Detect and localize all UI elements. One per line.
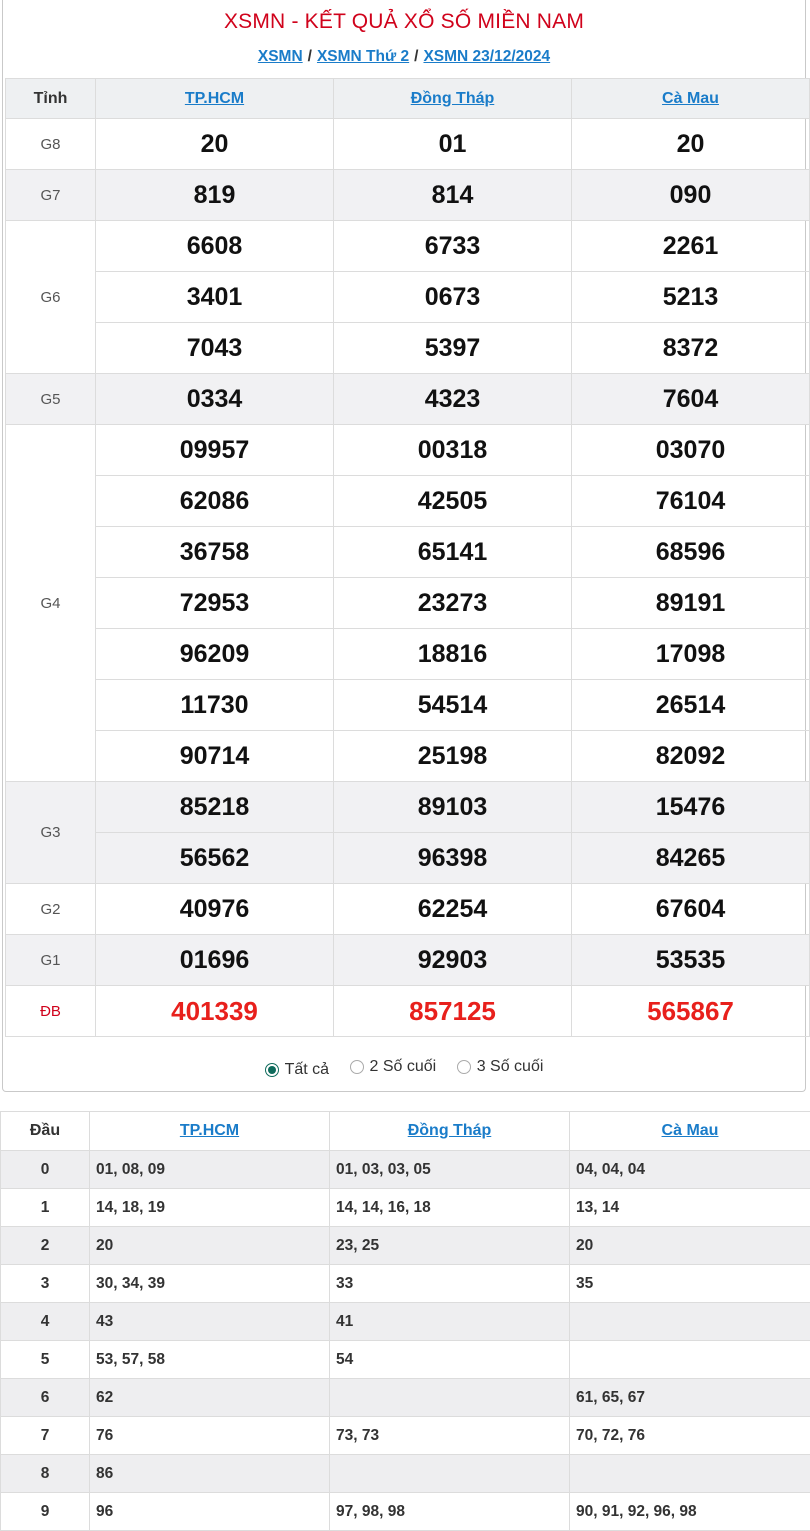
breadcrumb-xsmn-link[interactable]: XSMN	[258, 48, 303, 65]
loto-values: 20	[570, 1227, 810, 1265]
prize-number: 76104	[572, 476, 810, 527]
column-header-province	[334, 79, 572, 119]
loto-row	[1, 1455, 810, 1493]
prize-number: 62086	[96, 476, 334, 527]
prize-number: 20	[96, 119, 334, 170]
loto-values: 20	[90, 1227, 330, 1265]
filter-option-last-2[interactable]	[350, 1058, 437, 1076]
loto-head-digit: 4	[1, 1303, 90, 1341]
loto-values: 33	[330, 1265, 570, 1303]
column-header-province	[570, 1112, 810, 1151]
prize-number: 6733	[334, 221, 572, 272]
loto-head-digit: 5	[1, 1341, 90, 1379]
breadcrumb-separator: /	[414, 48, 418, 65]
prize-row-g4	[6, 578, 810, 629]
prize-number: 814	[334, 170, 572, 221]
prize-number: 819	[96, 170, 334, 221]
prize-label-g2: G2	[6, 884, 96, 935]
loto-values: 01, 08, 09	[90, 1151, 330, 1189]
results-panel	[2, 0, 806, 1092]
province-link-ca-mau[interactable]: Cà Mau	[662, 90, 719, 107]
prize-label-g4: G4	[6, 425, 96, 782]
loto-values: 76	[90, 1417, 330, 1455]
prize-number: 11730	[96, 680, 334, 731]
prize-row-g6	[6, 221, 810, 272]
loto-province-link-ca-mau[interactable]: Cà Mau	[662, 1122, 719, 1139]
prize-row-g3	[6, 782, 810, 833]
loto-row	[1, 1341, 810, 1379]
loto-head-digit: 6	[1, 1379, 90, 1417]
loto-head-digit: 3	[1, 1265, 90, 1303]
loto-head-digit: 1	[1, 1189, 90, 1227]
loto-values: 01, 03, 03, 05	[330, 1151, 570, 1189]
filter-label: 2 Số cuối	[370, 1058, 437, 1076]
breadcrumb-separator: /	[308, 48, 312, 65]
prize-label-db: ĐB	[6, 986, 96, 1037]
prize-row-g4	[6, 629, 810, 680]
loto-row	[1, 1189, 810, 1227]
breadcrumb-xsmn-thu2-link[interactable]: XSMN Thứ 2	[317, 48, 409, 65]
prize-number: 96398	[334, 833, 572, 884]
province-link-tphcm[interactable]: TP.HCM	[185, 90, 244, 107]
breadcrumb-date-link[interactable]: XSMN 23/12/2024	[423, 48, 550, 65]
prize-number: 18816	[334, 629, 572, 680]
prize-number: 5213	[572, 272, 810, 323]
loto-values: 90, 91, 92, 96, 98	[570, 1493, 810, 1531]
column-header-tinh: Tỉnh	[6, 79, 96, 119]
results-body	[6, 119, 810, 1037]
page-title: XSMN - KẾT QUẢ XỔ SỐ MIỀN NAM	[3, 10, 805, 34]
prize-number: 85218	[96, 782, 334, 833]
prize-number: 03070	[572, 425, 810, 476]
prize-row-g6	[6, 323, 810, 374]
prize-number: 53535	[572, 935, 810, 986]
loto-values	[330, 1379, 570, 1417]
loto-province-link-tphcm[interactable]: TP.HCM	[180, 1122, 239, 1139]
filter-option-last-3[interactable]	[457, 1058, 544, 1076]
loto-province-link-dong-thap[interactable]: Đồng Tháp	[408, 1122, 492, 1139]
loto-values: 23, 25	[330, 1227, 570, 1265]
prize-number: 72953	[96, 578, 334, 629]
prize-number: 01696	[96, 935, 334, 986]
prize-number: 26514	[572, 680, 810, 731]
loto-values: 86	[90, 1455, 330, 1493]
prize-number: 89191	[572, 578, 810, 629]
prize-row-g8	[6, 119, 810, 170]
column-header-province	[330, 1112, 570, 1151]
column-header-dau: Đầu	[1, 1112, 90, 1151]
loto-values: 53, 57, 58	[90, 1341, 330, 1379]
prize-number: 0673	[334, 272, 572, 323]
prize-row-db	[6, 986, 810, 1037]
prize-number: 7043	[96, 323, 334, 374]
prize-number: 92903	[334, 935, 572, 986]
loto-row	[1, 1493, 810, 1531]
results-header-row	[6, 79, 810, 119]
prize-number: 82092	[572, 731, 810, 782]
prize-number: 15476	[572, 782, 810, 833]
loto-values: 97, 98, 98	[330, 1493, 570, 1531]
column-header-province	[96, 79, 334, 119]
prize-row-g4	[6, 731, 810, 782]
prize-row-g7	[6, 170, 810, 221]
prize-number: 5397	[334, 323, 572, 374]
prize-number: 96209	[96, 629, 334, 680]
prize-number: 54514	[334, 680, 572, 731]
loto-head-digit: 0	[1, 1151, 90, 1189]
prize-number: 20	[572, 119, 810, 170]
loto-header-row	[1, 1112, 810, 1151]
filter-label: 3 Số cuối	[477, 1058, 544, 1076]
loto-values: 14, 18, 19	[90, 1189, 330, 1227]
loto-values: 41	[330, 1303, 570, 1341]
prize-number: 3401	[96, 272, 334, 323]
prize-number: 67604	[572, 884, 810, 935]
filter-label: Tất cả	[285, 1061, 329, 1079]
loto-values	[330, 1455, 570, 1493]
loto-row	[1, 1303, 810, 1341]
loto-values: 35	[570, 1265, 810, 1303]
prize-number: 42505	[334, 476, 572, 527]
loto-body	[1, 1151, 810, 1531]
prize-number: 25198	[334, 731, 572, 782]
province-link-dong-thap[interactable]: Đồng Tháp	[411, 90, 495, 107]
loto-values: 73, 73	[330, 1417, 570, 1455]
breadcrumb	[3, 48, 805, 66]
prize-number: 00318	[334, 425, 572, 476]
prize-row-g2	[6, 884, 810, 935]
prize-number: 56562	[96, 833, 334, 884]
prize-row-g4	[6, 425, 810, 476]
prize-number: 84265	[572, 833, 810, 884]
radio-unselected-icon	[350, 1060, 364, 1074]
prize-row-g1	[6, 935, 810, 986]
prize-number: 17098	[572, 629, 810, 680]
prize-row-g4	[6, 680, 810, 731]
prize-number: 40976	[96, 884, 334, 935]
prize-number: 857125	[334, 986, 572, 1037]
digit-filter	[3, 1058, 805, 1079]
loto-table	[0, 1111, 810, 1531]
prize-row-g6	[6, 272, 810, 323]
loto-row	[1, 1227, 810, 1265]
loto-values: 62	[90, 1379, 330, 1417]
loto-values: 96	[90, 1493, 330, 1531]
loto-values: 30, 34, 39	[90, 1265, 330, 1303]
loto-row	[1, 1417, 810, 1455]
prize-number: 0334	[96, 374, 334, 425]
prize-number: 89103	[334, 782, 572, 833]
prize-number: 401339	[96, 986, 334, 1037]
prize-number: 62254	[334, 884, 572, 935]
radio-unselected-icon	[457, 1060, 471, 1074]
prize-label-g6: G6	[6, 221, 96, 374]
radio-selected-icon	[265, 1063, 279, 1077]
prize-row-g3	[6, 833, 810, 884]
loto-values: 04, 04, 04	[570, 1151, 810, 1189]
loto-row	[1, 1265, 810, 1303]
filter-option-all[interactable]	[265, 1061, 329, 1079]
results-table	[5, 78, 810, 1037]
loto-head-digit: 7	[1, 1417, 90, 1455]
prize-number: 2261	[572, 221, 810, 272]
prize-number: 90714	[96, 731, 334, 782]
prize-number: 09957	[96, 425, 334, 476]
loto-head-digit: 8	[1, 1455, 90, 1493]
loto-values: 61, 65, 67	[570, 1379, 810, 1417]
loto-head-digit: 2	[1, 1227, 90, 1265]
column-header-province	[572, 79, 810, 119]
prize-number: 4323	[334, 374, 572, 425]
loto-values	[570, 1303, 810, 1341]
prize-row-g5	[6, 374, 810, 425]
loto-row	[1, 1151, 810, 1189]
loto-head-digit: 9	[1, 1493, 90, 1531]
prize-label-g7: G7	[6, 170, 96, 221]
column-header-province	[90, 1112, 330, 1151]
prize-row-g4	[6, 476, 810, 527]
prize-row-g4	[6, 527, 810, 578]
loto-values: 13, 14	[570, 1189, 810, 1227]
prize-number: 7604	[572, 374, 810, 425]
loto-values	[570, 1341, 810, 1379]
prize-number: 565867	[572, 986, 810, 1037]
prize-number: 6608	[96, 221, 334, 272]
prize-number: 01	[334, 119, 572, 170]
prize-label-g3: G3	[6, 782, 96, 884]
prize-number: 36758	[96, 527, 334, 578]
loto-values: 54	[330, 1341, 570, 1379]
prize-number: 090	[572, 170, 810, 221]
prize-label-g1: G1	[6, 935, 96, 986]
prize-number: 8372	[572, 323, 810, 374]
loto-values: 43	[90, 1303, 330, 1341]
prize-number: 23273	[334, 578, 572, 629]
loto-row	[1, 1379, 810, 1417]
loto-values: 70, 72, 76	[570, 1417, 810, 1455]
prize-number: 68596	[572, 527, 810, 578]
prize-number: 65141	[334, 527, 572, 578]
prize-label-g8: G8	[6, 119, 96, 170]
loto-values: 14, 14, 16, 18	[330, 1189, 570, 1227]
loto-values	[570, 1455, 810, 1493]
prize-label-g5: G5	[6, 374, 96, 425]
